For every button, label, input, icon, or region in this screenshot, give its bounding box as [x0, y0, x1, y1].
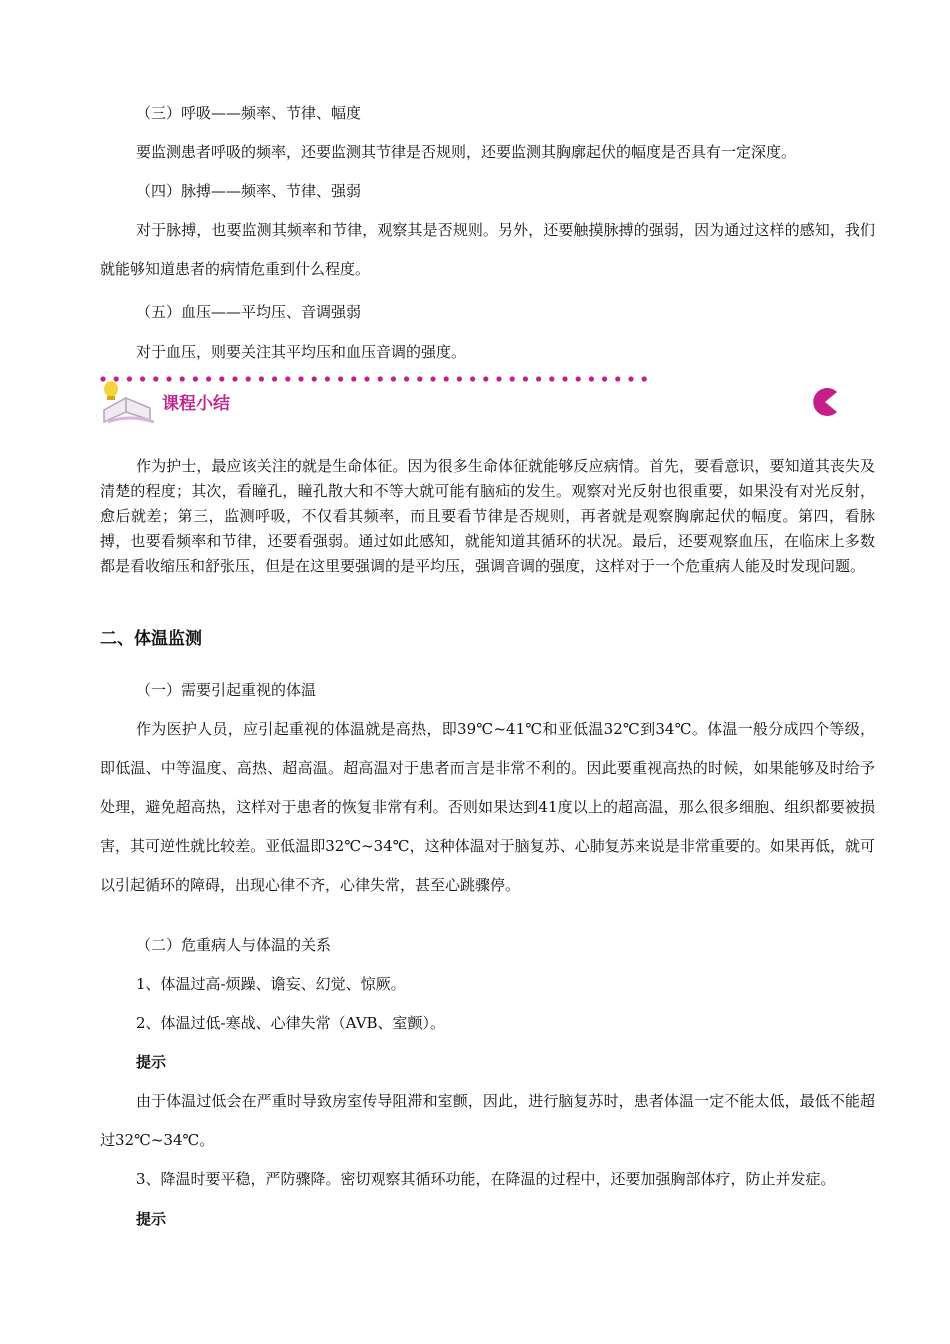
tip-heading-2: 提示 [136, 1210, 167, 1228]
respiration-paragraph: 要监测患者呼吸的频率，还要监测其节律是否规则，还要监测其胸廓起伏的幅度是否具有一定深度。 [136, 143, 797, 161]
pulse-paragraph: 对于脉搏，也要监测其频率和节律，观察其是否规则。另外，还要触摸脉搏的强弱，因为通过这样的感知，我们就能够知道患者的病情危重到什么程度。 [100, 221, 875, 278]
pacman-icon [810, 386, 840, 418]
list-item-cooling: 3、降温时要平稳，严防骤降。密切观察其循环功能，在降温的过程中，还要加强胸部体疗，防止并发症。 [136, 1170, 836, 1188]
temperature-paragraph: 作为医护人员，应引起重视的体温就是高热，即39℃~41℃和亚低温32℃到34℃。体温一般分成四个等级，即低温、中等温度、高热、超高温。超高温对于患者而言是非常不利的。因此要重视高热的时候，如果能够及时给予处理，避免超高热，这样对于患者的恢复非常有利。否则如果达到41度以上的超高温，那么很多细胞、组织都要被损害，其可逆性就比较差。亚低温即32℃~34℃，这种体温对于脑复苏、心肺复苏来说是非常重要的。如果再低，就可以引起循环的障碍，出现心律不齐，心律失常，甚至心跳骤停。 [100, 720, 875, 894]
dotted-divider [100, 376, 660, 382]
course-summary-banner [100, 376, 840, 428]
tip-paragraph-1: 由于体温过低会在严重时导致房室传导阻滞和室颤，因此，进行脑复苏时，患者体温一定不能太低，最低不能超过32℃~34℃。 [100, 1092, 875, 1149]
subsection-blood-pressure-title: （五）血压——平均压、音调强弱 [136, 303, 362, 321]
subsection-pulse-title: （四）脉搏——频率、节律、强弱 [136, 182, 362, 200]
blood-pressure-paragraph: 对于血压，则要关注其平均压和血压音调的强度。 [136, 343, 467, 361]
subsection-patient-temperature-title: （二）危重病人与体温的关系 [136, 936, 332, 954]
list-item-high-temperature: 1、体温过高-烦躁、谵妄、幻觉、惊厥。 [136, 975, 406, 993]
subsection-critical-temperature-title: （一）需要引起重视的体温 [136, 681, 317, 699]
subsection-respiration-title: （三）呼吸——频率、节律、幅度 [136, 104, 362, 122]
list-item-low-temperature: 2、体温过低-寒战、心律失常（AVB、室颤）。 [136, 1014, 446, 1032]
course-summary-label: 课程小结 [162, 394, 230, 414]
summary-paragraph: 作为护士，最应该关注的就是生命体征。因为很多生命体征就能够反应病情。首先，要看意识，要知道其丧失及清楚的程度；其次，看瞳孔，瞳孔散大和不等大就可能有脑疝的发生。观察对光反射也很重要，如果没有对光反射，愈后就差；第三，监测呼吸，不仅看其频率，而且要看节律是否规则，再者就是观察胸廓起伏的幅度。第四，看脉搏，也要看频率和节律，还要看强弱。通过如此感知，就能知道其循环的状况。最后，还要观察血压，在临床上多数都是看收缩压和舒张压，但是在这里要强调的是平均压，强调音调的强度，这样对于一个危重病人能及时发现问题。 [100, 457, 875, 575]
tip-heading-1: 提示 [136, 1053, 167, 1071]
section-heading-temperature: 二、体温监测 [100, 629, 202, 649]
